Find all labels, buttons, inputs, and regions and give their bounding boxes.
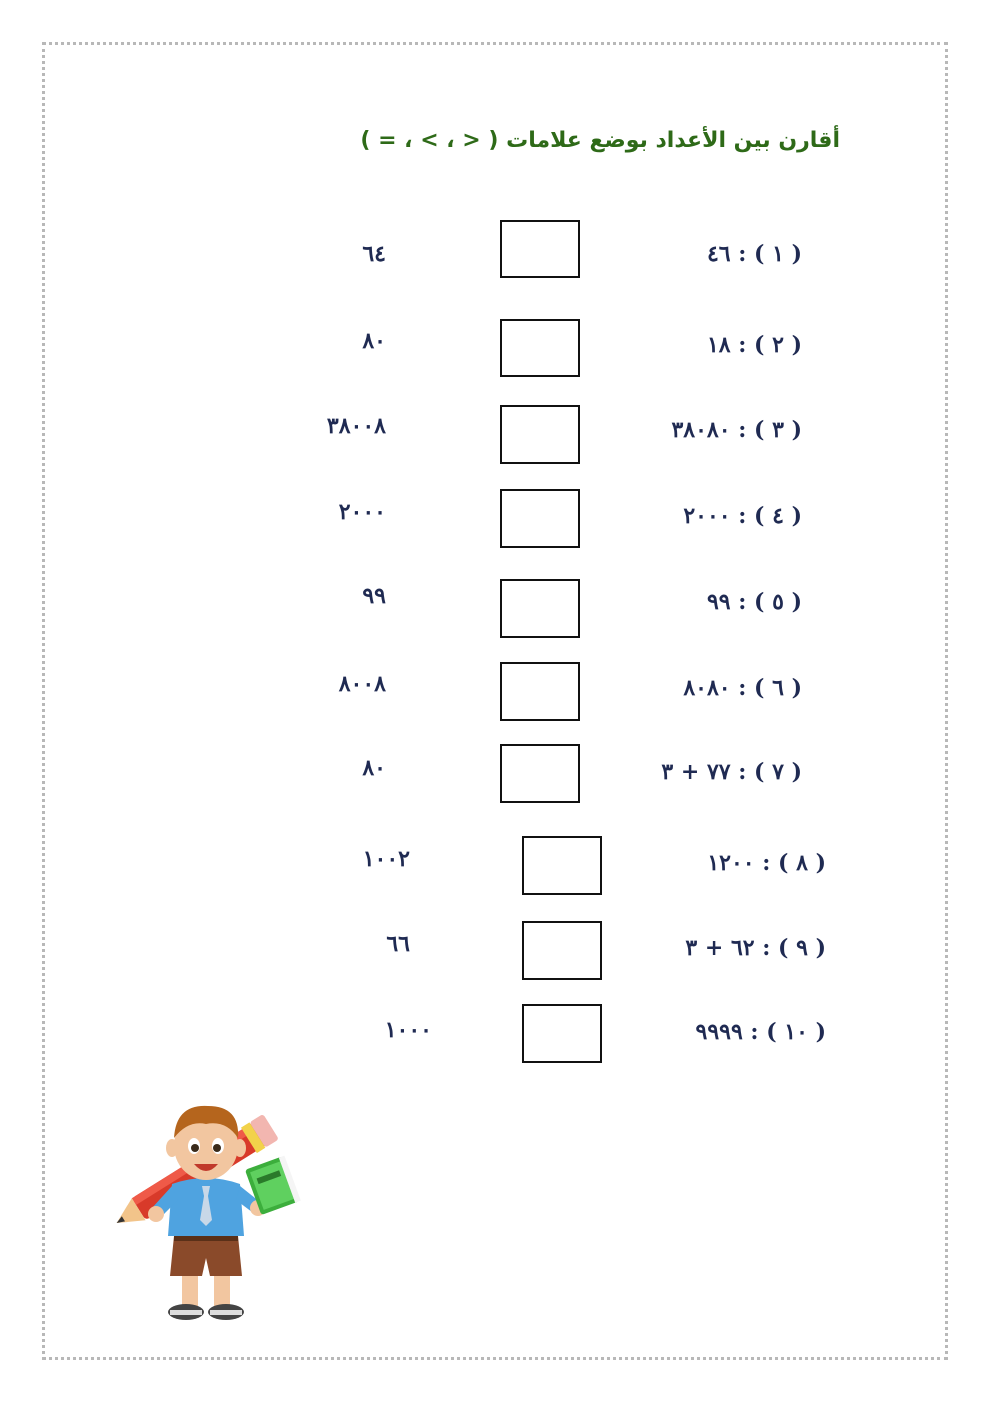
right-number: ٩٩	[362, 583, 386, 609]
answer-box[interactable]	[500, 220, 580, 278]
left-expression: ( ١٠ ) : ٩٩٩٩	[695, 1019, 826, 1045]
left-expression: ( ٥ ) : ٩٩	[706, 589, 802, 615]
right-number: ٦٤	[362, 241, 386, 267]
left-expression: ( ٨ ) : ١٢٠٠	[707, 850, 826, 876]
answer-box[interactable]	[500, 744, 580, 803]
left-expression: ( ١ ) : ٤٦	[706, 241, 802, 267]
right-number: ٣٨٠٠٨	[326, 413, 386, 439]
right-number: ٨٠٠٨	[338, 671, 386, 697]
right-number: ١٠٠٠	[384, 1017, 432, 1043]
answer-box[interactable]	[500, 489, 580, 548]
left-expression: ( ٤ ) : ٢٠٠٠	[683, 503, 802, 529]
left-expression: ( ٢ ) : ١٨	[706, 332, 802, 358]
right-number: ٨٠	[362, 328, 386, 354]
answer-box[interactable]	[522, 1004, 602, 1063]
worksheet-title: أقارن بين الأعداد بوضع علامات ( < ، > ، = )	[360, 128, 840, 153]
answer-box[interactable]	[522, 836, 602, 895]
boy-with-pencil-and-book-icon	[106, 1086, 306, 1331]
answer-box[interactable]	[500, 662, 580, 721]
left-expression: ( ٦ ) : ٨٠٨٠	[683, 675, 802, 701]
right-number: ٨٠	[362, 755, 386, 781]
left-expression: ( ٣ ) : ٣٨٠٨٠	[671, 417, 802, 443]
answer-box[interactable]	[522, 921, 602, 980]
left-expression: ( ٧ ) : ٧٧ + ٣	[661, 759, 802, 785]
right-number: ٢٠٠٠	[338, 499, 386, 525]
right-number: ١٠٠٢	[362, 846, 410, 872]
answer-box[interactable]	[500, 579, 580, 638]
answer-box[interactable]	[500, 405, 580, 464]
answer-box[interactable]	[500, 319, 580, 377]
right-number: ٦٦	[386, 931, 410, 957]
left-expression: ( ٩ ) : ٦٢ + ٣	[685, 935, 826, 961]
